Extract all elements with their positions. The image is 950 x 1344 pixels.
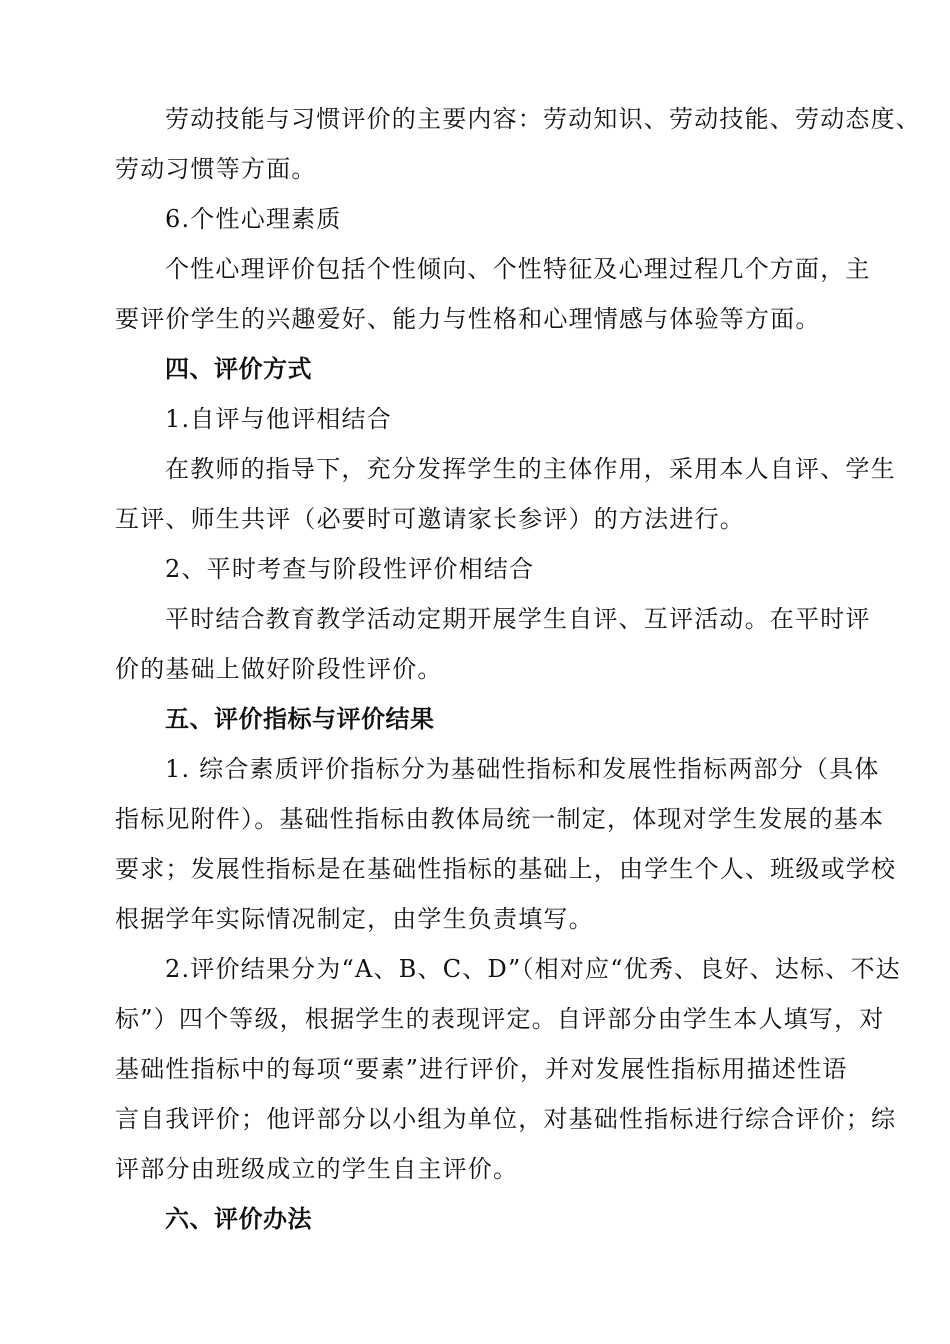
subheading-self-and-peer: 1.自评与他评相结合: [165, 405, 392, 433]
paragraph-labor-line-1: 劳动技能与习惯评价的主要内容：劳动知识、劳动技能、劳动态度、: [165, 105, 921, 133]
section-heading-6: 六、评价办法: [165, 1205, 312, 1233]
paragraph-self-and-peer-line-2: 互评、师生共评（必要时可邀请家长参评）的方法进行。: [115, 505, 745, 533]
paragraph-indicators-line-1: 1. 综合素质评价指标分为基础性指标和发展性指标两部分（具体: [165, 755, 880, 783]
subheading-routine-and-stage: 2、平时考查与阶段性评价相结合: [165, 555, 535, 583]
paragraph-indicators-line-4: 根据学年实际情况制定，由学生负责填写。: [115, 905, 594, 933]
subheading-personality: 6.个性心理素质: [165, 205, 342, 233]
paragraph-routine-line-1: 平时结合教育教学活动定期开展学生自评、互评活动。在平时评: [165, 605, 871, 633]
paragraph-results-line-4: 言自我评价；他评部分以小组为单位，对基础性指标进行综合评价；综: [115, 1105, 897, 1133]
paragraph-results-line-2: 标”）四个等级，根据学生的表现评定。自评部分由学生本人填写，对: [115, 1005, 885, 1033]
paragraph-results-line-5: 评部分由班级成立的学生自主评价。: [115, 1155, 519, 1183]
paragraph-results-line-1: 2.评价结果分为“A、B、C、D”（相对应“优秀、良好、达标、不达: [165, 955, 901, 983]
paragraph-personality-line-2: 要评价学生的兴趣爱好、能力与性格和心理情感与体验等方面。: [115, 305, 821, 333]
paragraph-self-and-peer-line-1: 在教师的指导下，充分发挥学生的主体作用，采用本人自评、学生: [165, 455, 896, 483]
section-heading-5: 五、评价指标与评价结果: [165, 705, 435, 733]
paragraph-labor-line-2: 劳动习惯等方面。: [115, 155, 317, 183]
paragraph-results-line-3: 基础性指标中的每项“要素”进行评价，并对发展性指标用描述性语: [115, 1055, 848, 1083]
paragraph-indicators-line-2: 指标见附件）。基础性指标由教体局统一制定，体现对学生发展的基本: [115, 805, 885, 833]
section-heading-4: 四、评价方式: [165, 355, 312, 383]
paragraph-personality-line-1: 个性心理评价包括个性倾向、个性特征及心理过程几个方面，主: [165, 255, 871, 283]
paragraph-routine-line-2: 价的基础上做好阶段性评价。: [115, 655, 443, 683]
paragraph-indicators-line-3: 要求；发展性指标是在基础性指标的基础上，由学生个人、班级或学校: [115, 855, 897, 883]
